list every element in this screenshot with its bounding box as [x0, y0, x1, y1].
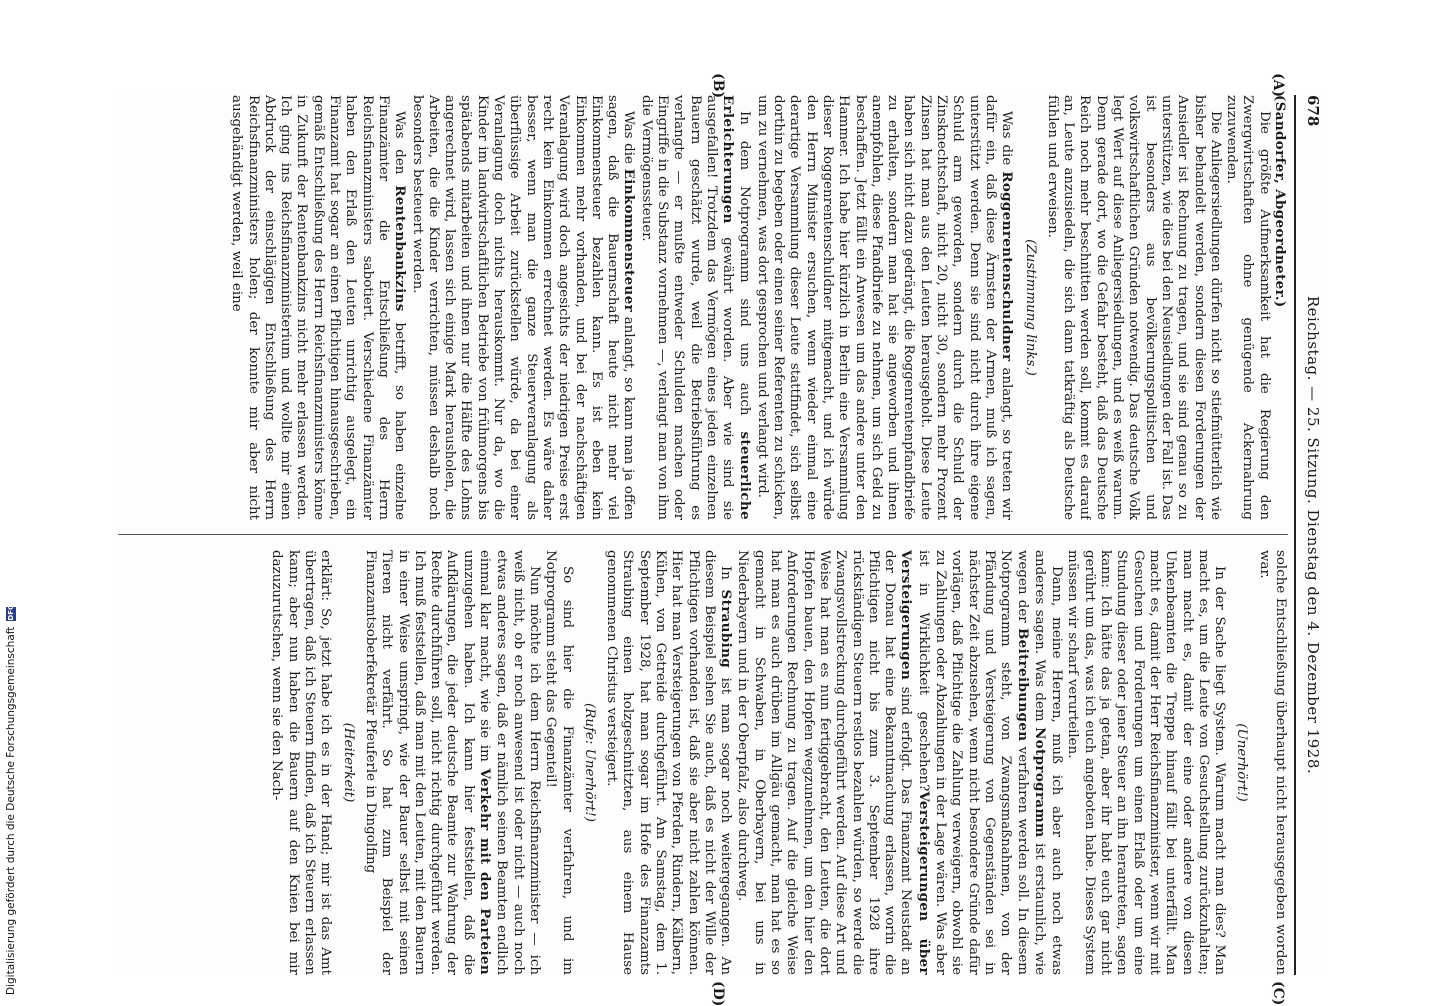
paragraph: Nun möchte ich dem Herrn Reichsfinanzminister — ich weiß nicht, ob er noch anwesend ist oder nicht — auch noch etwas anderes sagen, daß er nämlich seinen Beamten endlich einmal klar macht, wie sie im Verkehr mit den Parteien umzugehen haben. Ich kann hier feststellen, daß die Aufklärungen, die jeder deutsche Beamte zur Wahrung der Rechte durchführen soll, nicht richtig durchgeführt werden. Ich muß feststellen, daß man mit den Leuten, mit den Bauern in einer Weise umspringt, wie der Bauer selbst mit seinen Tieren nicht verfährt. So hat zum Beispiel der Finanzamtsoberfekretär Pfeuferle in Dingolfing [362, 550, 542, 975]
paragraph: So sind hier die Finanzämter verfahren, und im Notprogramm steht das Gegenteil! [543, 550, 575, 975]
interjection: (Heiterkeit) [340, 722, 356, 803]
speaker-line: (Sandorfer, Abgeordneter.) [1272, 95, 1288, 308]
paragraph: Was den Rentenbankzins betrifft, so haben einzelne Finanzämter die Entschließung des Herrn Reichsfinanzministers sabotiert. Verschiedene Finanzämter haben den Erlaß den Leuten unrichtig ausgelegt, ein Finanzamt hat sogar an einen Pflichtigen hinausgeschrieben, gemäß Entschließung des Herrn Reichsfinanzministers könne in Zukunft der Rentenbankzins nicht mehr erlassen werden. Ich ging ins Reichsfinanzministerium und wollte mir einen Abdruck der einschlägigen Entschließung des Herrn Reichsfinanzministers holen; der konnte mir aber nicht ausgehändigt werden, weil eine [229, 95, 409, 520]
footer-text: Digitalisierung gefördert durch die Deutsche Forschungsgemeinschaft [5, 626, 17, 995]
paragraph: Was die Roggenrentenschuldner anlangt, so treten wir dafür ein, daß diese Ärmsten der Armen, muß ich sagen, unterstützt werden. Denn sie sind nicht durch ihre eigene Schuld arm geworden, sondern durch die Schuld der Zinsknechtschaft, nicht 20, nicht 30, sondern mehr Prozent Zinsen hat man aus den Leuten herausgeholt. Diese Leute haben sich nicht dazu gedrängt, die Roggenrentenpfandbriefe zu erhalten, sondern man hat sie angeworben und ihnen anempfohlen, diese Pfandbriefe zu nehmen, um sich Geld zu beschaffen. Jetzt fällt ein Anwesen um das andere unter den Hammer. Ich habe hier kürzlich in Berlin eine Versammlung dieser Roggenrentenschuldner mitgemacht, und ich würde den Herrn Minister ersuchen, wenn wieder einmal eine derartige Versammlung dieser Leute stattfindet, sich selbst dorthin zu begeben oder einen seiner Referenten zu schicken, um zu vernehmen, was dort gesprochen und verlangt wird. [754, 95, 1016, 520]
paragraph: erklärt: So, jetzt habe ich es in der Hand; mir ist das Amt übertragen, daß ich Steuern finden, daß ich Steuern erlassen kann; aber nun haben die Bauern auf den Knien bei mir dazuzurutschen, wenn sie den Nach- [269, 550, 334, 975]
left-column [118, 95, 1288, 520]
interjection: (Unerhört!) [1234, 723, 1250, 802]
page-header [1296, 95, 1326, 975]
page-title: Reichstag. — 25. Sitzung. Dienstag den 4. Dezember 1928. [1304, 295, 1322, 775]
paragraph: In Straubing ist man sogar noch weitergegangen. An diesem Beispiel sehen Sie auch, daß es nicht der Wille der Pflichtigen vorhanden ist, daß sie aber nicht zahlen können. Hier hat man Versteigerungen von Pferden, Rindern, Kälbern, Kühen, von Getreide durchgeführt. Am Samstag, dem 1. September 1928, hat man sogar im Hofe des Finanzamts Straubing einen holzgeschnitzten, aus einem Hause genommenen Christus versteigert. [604, 550, 735, 975]
paragraph: solche Entschließung überhaupt nicht herausgegeben worden war. [1256, 550, 1288, 975]
header-rule [1294, 95, 1296, 975]
margin-marker-b: (B) [710, 73, 726, 99]
dfg-logo-icon: DFG [7, 604, 15, 621]
digitization-footer [4, 5, 18, 995]
paragraph: Dann, meine Herren, muß ich aber auch noch etwas anderes sagen. Was dem Notprogramm ist erstaunlich, wie wegen der Beitreibungen verfahren werden soll. In diesem Notprogramm steht, von Zwangsmaßnahmen, von der Pfändung und Versteigerung von Gegenständen sei in nächster Zeit abzusehen, wenn nicht besondere Gründe dafür vorlägen, daß Pflichtige die Zahlung verweigern, obwohl sie zu Zahlungen oder Abzahlungen in der Lage wären. Was aber ist in Wirklichkeit geschehen?Versteigerungen über Versteigerungen sind erfolgt. Das Finanzamt Neustadt an der Donau hat eine Bekanntmachung erlassen, worin die Pflichtigen nicht bis zum 3. September 1928 ihre rückständigen Steuern restlos bezahlen würden, so werde die Zwangsvollstreckung durchgeführt werden. Auf diese Art und Weise hat man es nun fertiggebracht, den Leuten, die dort Hopfen bauen, den Hopfen wegzunehmen, um den hier den Anforderungen Rechnung zu tragen. Auf die gleiche Weise hat man es auch drüben im Allgäu gemacht, man hat es so gemacht in Schwaben, in Oberbayern, bei uns in Niederbayern und in der Oberpfalz, also durchweg. [735, 550, 1065, 975]
page-number: 678 [1304, 95, 1322, 127]
right-column [118, 550, 1288, 975]
column-separator [118, 534, 1288, 535]
margin-marker-c: (C) [1270, 981, 1286, 1006]
margin-marker-a: (A) [1270, 73, 1286, 98]
paragraph: Die Anliegersiedlungen dürfen nicht so stiefmütterlich wie bisher behandelt werden, sondern diesen Forderungen der Ansiedler ist Rechnung zu tragen, und sie sind genau so zu unterstützen, wie dies bei den Neusiedlungen der Fall ist. Das ist besonders aus bevölkerungspolitischen und volkswirtschaftlichen Gründen notwendig. Das deutsche Volk legt Wert auf diese Anliegersiedlungen, und es weiß warum. Denn gerade dort, wo die Gefahr besteht, daß das Deutsche Reich noch mehr beschnitten werden soll, kommt es darauf an, Leute anzusiedeln, die sich dann tatkräftig als Deutsche fühlen und erweisen. [1044, 95, 1223, 520]
rotated-page [112, 73, 1326, 1006]
paragraph: Die größte Aufmerksamkeit hat die Regierung den Zwergwirtschaften ohne genügende Ackernahrung zuzuwenden. [1224, 95, 1272, 520]
interjection: (Zustimmung links.) [1022, 239, 1038, 376]
paragraph: In der Sache liegt System. Warum macht man dies? Man macht es, um die Leute von Gesuchstellung zurückzuhalten; man macht es, damit der eine oder andere von diesen Unkenbeamten die Treppe hinauf fällt bei unterfällt. Man macht es, damit der Herr Reichsfinanzminister, wenn wir mit Gesuchen und Forderungen um einen Erlaß oder um eine Stundung dieser oder jener Steuer an ihn herantreten, sagen kann: Ich hätte das ja getan, aber ihr habt euch gar nicht gerührt um das, was ich euch angeboten habe. Dieses System müssen wir scharf verurteilen. [1065, 550, 1228, 975]
interjection: (Rufe: Unerhört!) [581, 703, 597, 822]
paragraph: Was die Einkommensteuer anlangt, so kann man ja offen sagen, daß die Bauernschaft heute nicht mehr viel Einkommensteuer bezahlen kann. Es ist eben kein Einkommen mehr vorhanden, und bei der nachschäftigen Veranlagung wird doch angesichts der niedrigen Preise erst recht kein Einkommen errechnet werden. Es wäre daher besser, wenn man die ganze Steuerveranlagung als überflüssige Arbeit zurückstellen würde, da bei einer Veranlagung doch nichts herauskommt. Nur da, wo die Kinder im landwirtschaftlichen Betriebe von frühmorgens bis spätabends mitarbeiten und ihnen nur die Hälfte des Lohns angerechnet wird, lassen sich einige Mark herausholen, die Arbeiten, die die Kinder verrichten, müssen deshalb noch besonders besteuert werden. [409, 95, 638, 520]
margin-marker-d: (D) [710, 981, 726, 1006]
paragraph: In dem Notprogramm sind uns auch steuerliche Erleichterungen gewährt worden. Aber wie sind sie ausgefallen! Trotzdem das Vermögen eines jeden einzelnen Bauern geschätzt wurde, weil die Betriebsführung es verlangte — er mußte entweder Schulden machen oder Eingriffe in die Substanz vornehmen —, verlangt man von ihm die Vermögenssteuer. [638, 95, 754, 520]
